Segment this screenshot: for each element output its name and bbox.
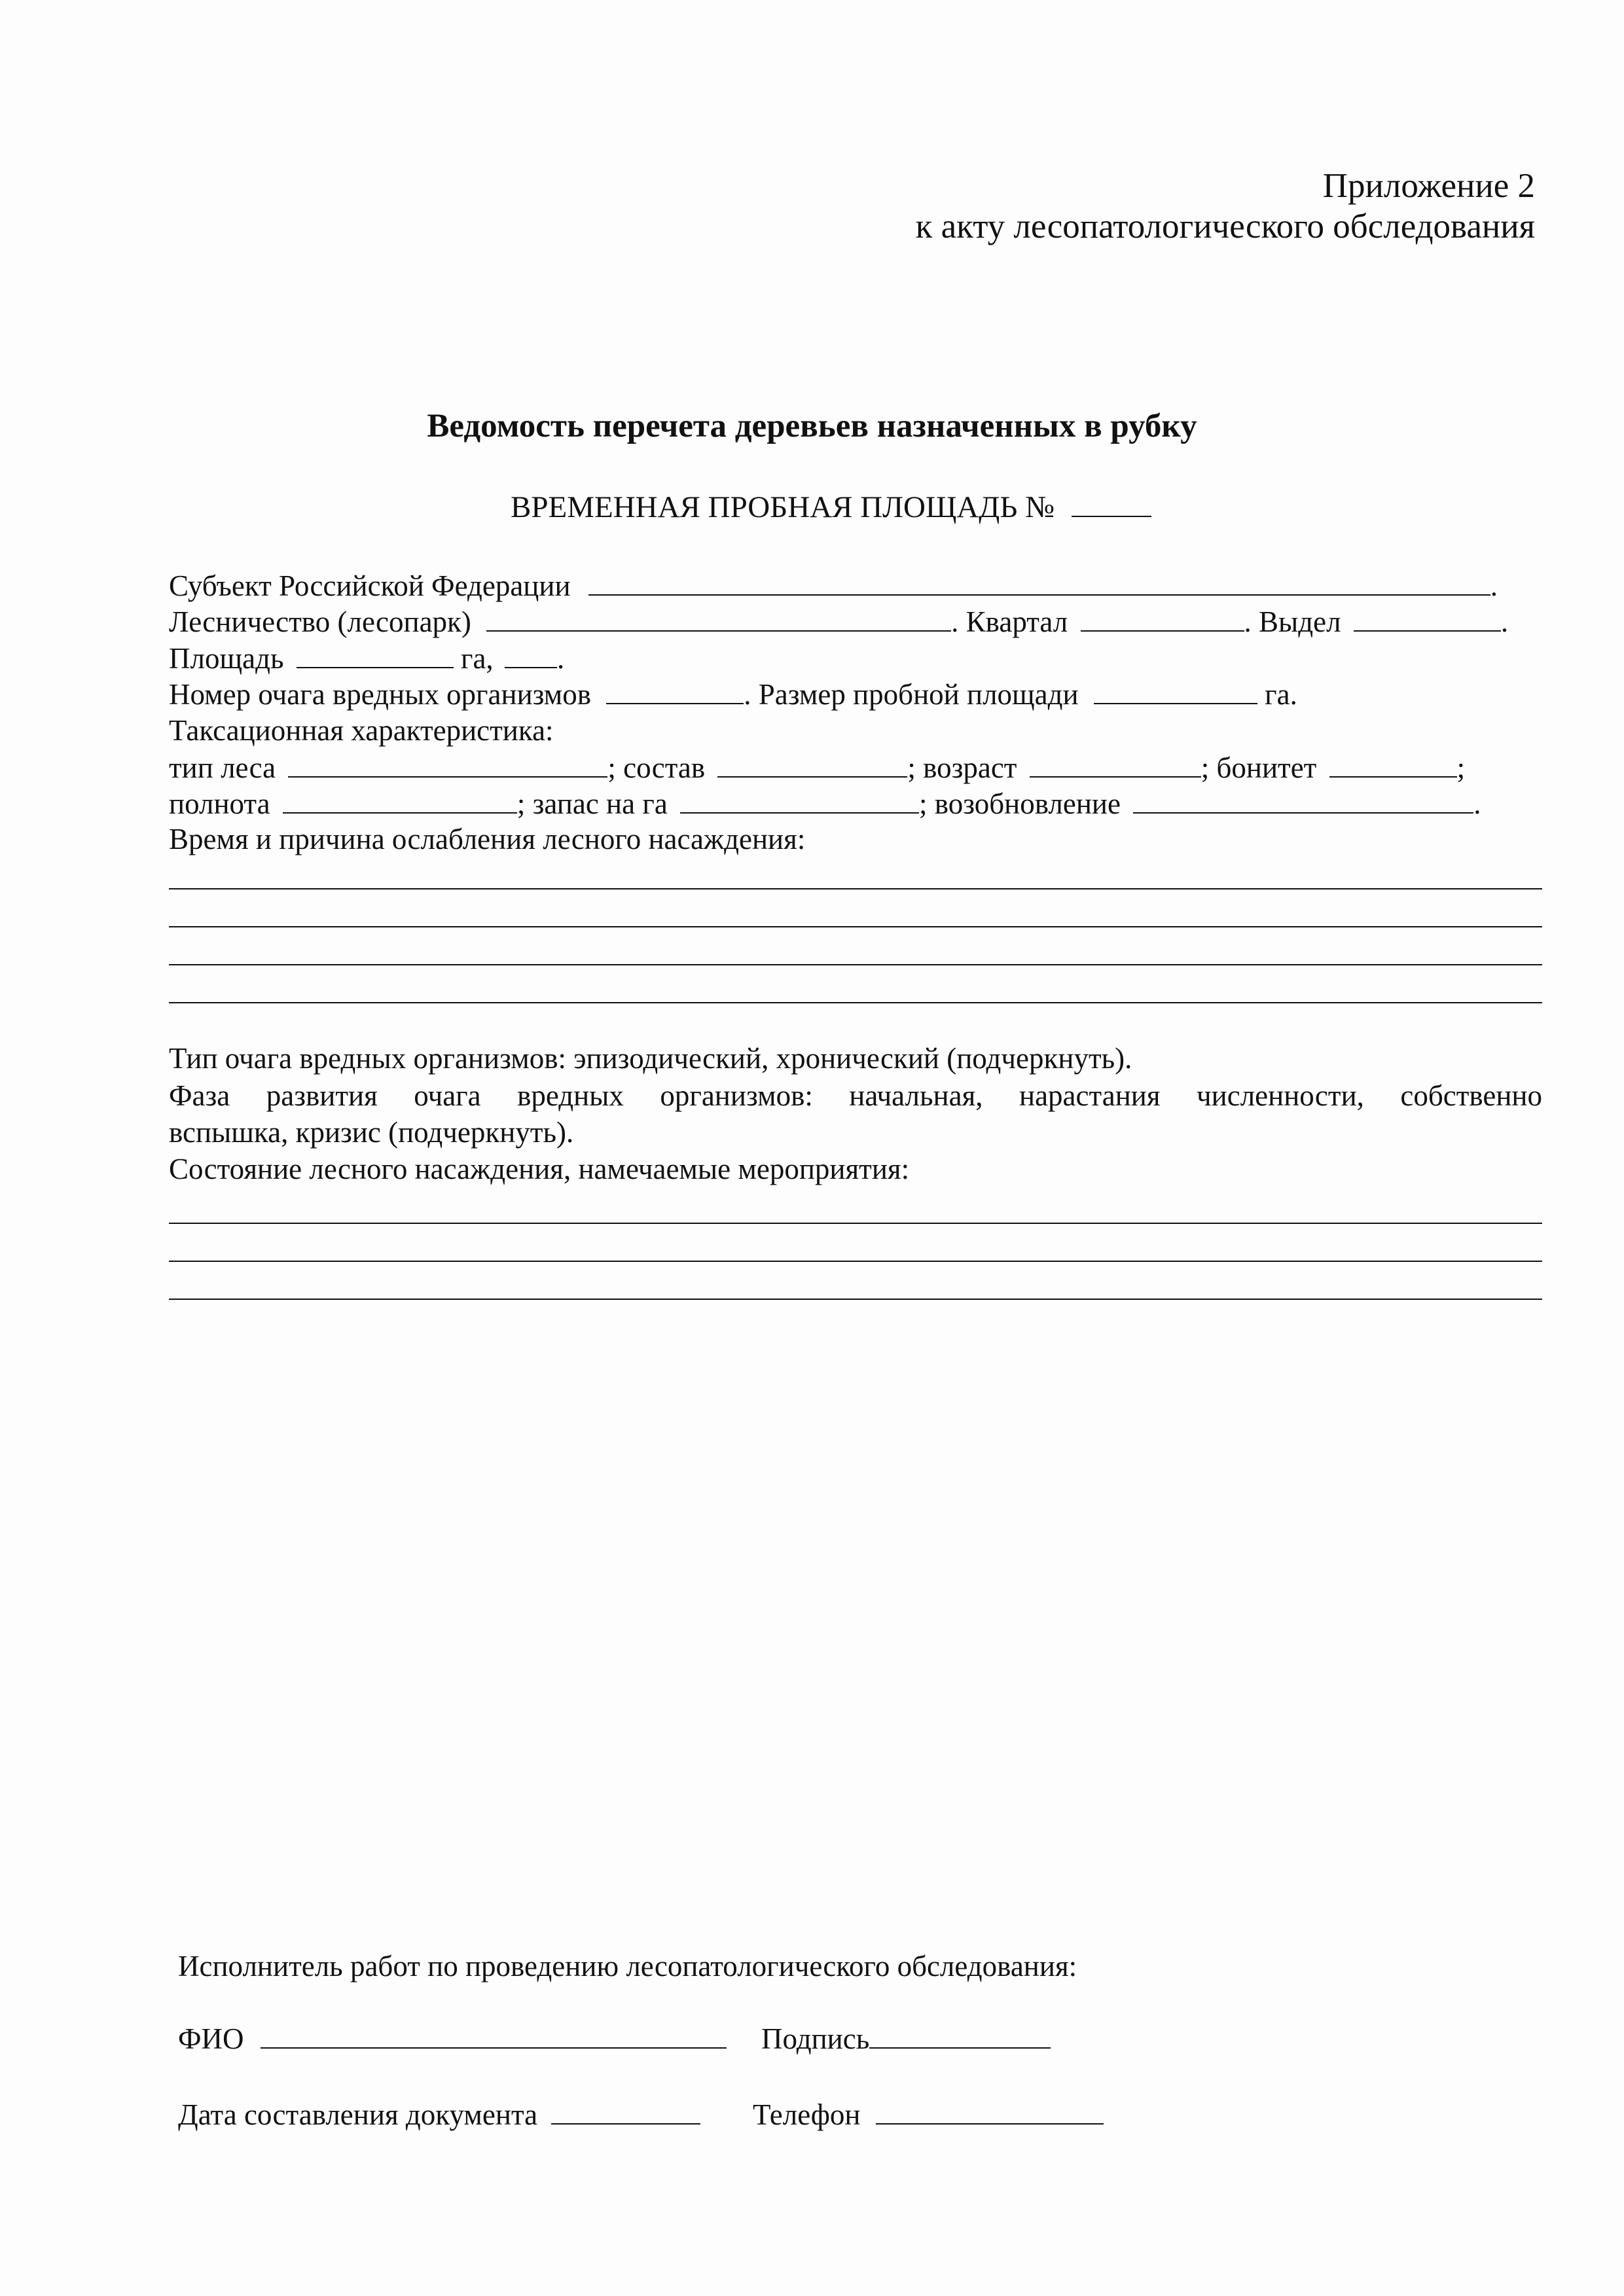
document-title: Ведомость перечета деревьев назначенных в рубку [427,408,1197,444]
signature-field[interactable] [869,2024,1051,2049]
weakening-line-1[interactable] [169,888,1542,889]
allotment-label: . Выдел [1244,605,1341,638]
phase-text-line-2: вспышка, кризис (подчеркнуть). [169,1116,574,1149]
quarter-label: . Квартал [951,605,1068,638]
appendix-reference: к акту лесопатологического обследования [915,207,1535,245]
ha-unit: га, [461,642,494,675]
phase-text-line-1: Фаза развития очага вредных организмов: начальная, нарастания численности, собственно [169,1079,1542,1112]
stock-field[interactable] [680,789,919,814]
forestry-field[interactable] [486,607,951,632]
age-field[interactable] [1030,753,1201,778]
composition-label: ; состав [607,751,706,784]
state-line-1[interactable] [169,1223,1542,1224]
plot-size-field[interactable] [1094,679,1257,704]
executor-label: Исполнитель работ по проведению лесопатологического обследования: [178,1950,1077,1982]
date-label: Дата составления документа [178,2098,538,2131]
ha-unit-2: га. [1265,678,1297,711]
plot-size-label: . Размер пробной площади [744,678,1079,711]
weakening-line-4[interactable] [169,1002,1542,1003]
signature-row [761,2024,1051,2054]
date-row [178,2100,700,2130]
forest-type-label: тип леса [169,751,276,784]
density-field[interactable] [283,789,517,814]
bonitet-field[interactable] [1329,753,1457,778]
appendix-number: Приложение 2 [1322,167,1535,205]
fio-label: ФИО [178,2022,244,2055]
taxation-label: Таксационная характеристика: [169,714,554,747]
fio-row [178,2024,727,2054]
subject-label: Субъект Российской Федерации [169,569,571,602]
appendix-header [916,166,1535,247]
plot-number-field[interactable] [1072,492,1151,517]
period: . [556,642,565,675]
area-label: Площадь [169,642,284,675]
phone-label: Телефон [753,2098,861,2131]
subject-row [169,571,1498,601]
semicolon: ; [1456,751,1466,784]
renewal-field[interactable] [1133,789,1473,814]
state-line-3[interactable] [169,1299,1542,1300]
area-field[interactable] [297,643,454,668]
density-label: полнота [169,787,270,820]
period: . [1500,605,1509,638]
stock-label: ; запас на га [516,787,668,820]
forestry-row [169,607,1508,637]
age-label: ; возраст [907,751,1017,784]
weakening-line-2[interactable] [169,926,1542,927]
bonitet-label: ; бонитет [1200,751,1317,784]
plot-heading-label: ВРЕМЕННАЯ ПРОБНАЯ ПЛОЩАДЬ № [511,490,1055,524]
subject-field[interactable] [588,571,1490,596]
allotment-field[interactable] [1354,607,1501,632]
date-field[interactable] [551,2100,700,2125]
fio-field[interactable] [261,2024,727,2049]
area-row [169,643,564,673]
focus-number-field[interactable] [606,679,744,704]
focus-type-text: Тип очага вредных организмов: эпизодический, хронический (подчеркнуть). [169,1042,1132,1075]
taxation-row-2 [169,789,1481,819]
focus-number-label: Номер очага вредных организмов [169,678,592,711]
phone-row [753,2100,1104,2130]
composition-field[interactable] [717,753,907,778]
taxation-row-1 [169,753,1465,783]
weakening-line-3[interactable] [169,964,1542,965]
quarter-field[interactable] [1081,607,1244,632]
phone-field[interactable] [876,2100,1104,2125]
state-label: Состояние лесного насаждения, намечаемые мероприятия: [169,1153,910,1185]
weakening-label: Время и причина ослабления лесного насаждения: [169,823,806,855]
plot-heading [511,490,1151,525]
state-line-2[interactable] [169,1261,1542,1262]
forestry-label: Лесничество (лесопарк) [169,605,471,638]
focus-row [169,679,1297,709]
signature-label: Подпись [761,2022,870,2055]
area-extra-field[interactable] [505,643,557,668]
period: . [1490,569,1498,602]
forest-type-field[interactable] [288,753,607,778]
renewal-label: ; возобновление [919,787,1121,820]
period: . [1473,787,1481,820]
